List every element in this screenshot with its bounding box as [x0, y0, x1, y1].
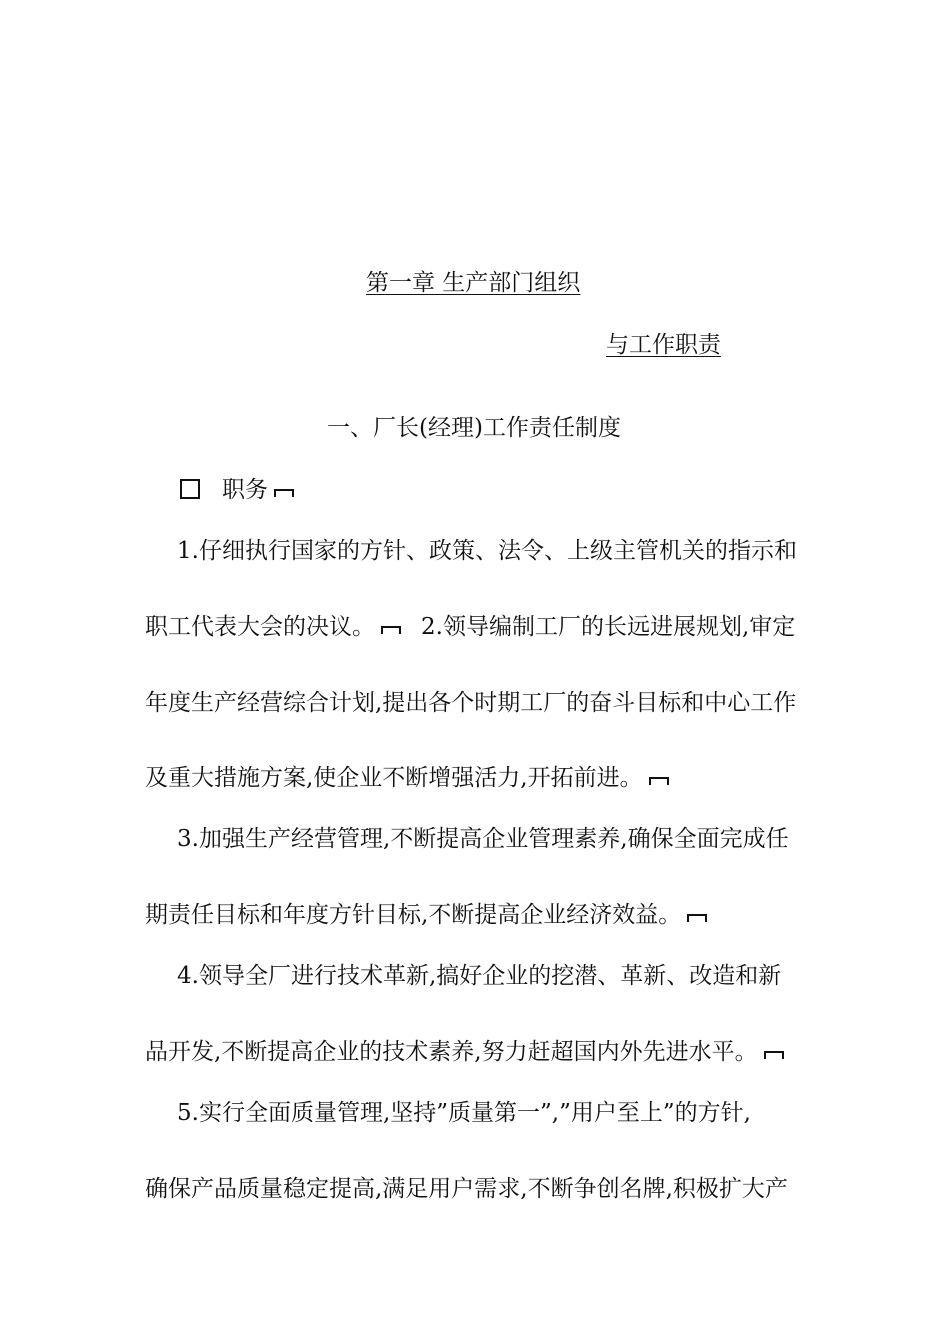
checkbox-square-icon [180, 479, 200, 499]
duties-label: 职务 [222, 477, 268, 503]
body-line-2 [145, 612, 795, 642]
chapter-title-continuation: 与工作职责 [606, 332, 721, 358]
body-line-4 [145, 763, 669, 793]
body-line-10: 确保产品质量稳定提高,满足用户需求,不断争创名牌,积极扩大产 [145, 1176, 788, 1202]
paragraph-mark-icon [764, 1051, 784, 1059]
chapter-title: 第一章 生产部门组织 [366, 270, 581, 296]
paragraph-mark-icon [649, 777, 669, 785]
body-line-5: 3.加强生产经营管理,不断提高企业管理素养,确保全面完成任 [177, 826, 789, 852]
paragraph-mark-icon [381, 626, 401, 634]
body-line-9: 5.实行全面质量管理,坚持”质量第一”,”用户至上”的方针, [177, 1100, 751, 1126]
body-line-8 [145, 1037, 784, 1067]
section-title: 一、厂长(经理)工作责任制度 [327, 415, 621, 441]
paragraph-mark-icon [687, 914, 707, 922]
body-line-7: 4.领导全厂进行技术革新,搞好企业的挖潜、革新、改造和新 [177, 963, 782, 989]
body-line-2b: 2.领导编制工厂的长远进展规划,审定 [421, 614, 796, 640]
body-line-2a: 职工代表大会的决议。 [145, 614, 375, 640]
body-line-4-text: 及重大措施方案,使企业不断增强活力,开拓前进。 [145, 765, 643, 791]
duties-heading [180, 475, 294, 505]
paragraph-mark-icon [274, 489, 294, 497]
body-line-3: 年度生产经营综合计划,提出各个时期工厂的奋斗目标和中心工作 [145, 690, 797, 716]
body-line-8-text: 品开发,不断提高企业的技术素养,努力赶超国内外先进水平。 [145, 1039, 758, 1065]
body-line-6-text: 期责任目标和年度方针目标,不断提高企业经济效益。 [145, 902, 682, 928]
body-line-6 [145, 900, 707, 930]
body-line-1: 1.仔细执行国家的方针、政策、法令、上级主管机关的指示和 [177, 538, 797, 564]
